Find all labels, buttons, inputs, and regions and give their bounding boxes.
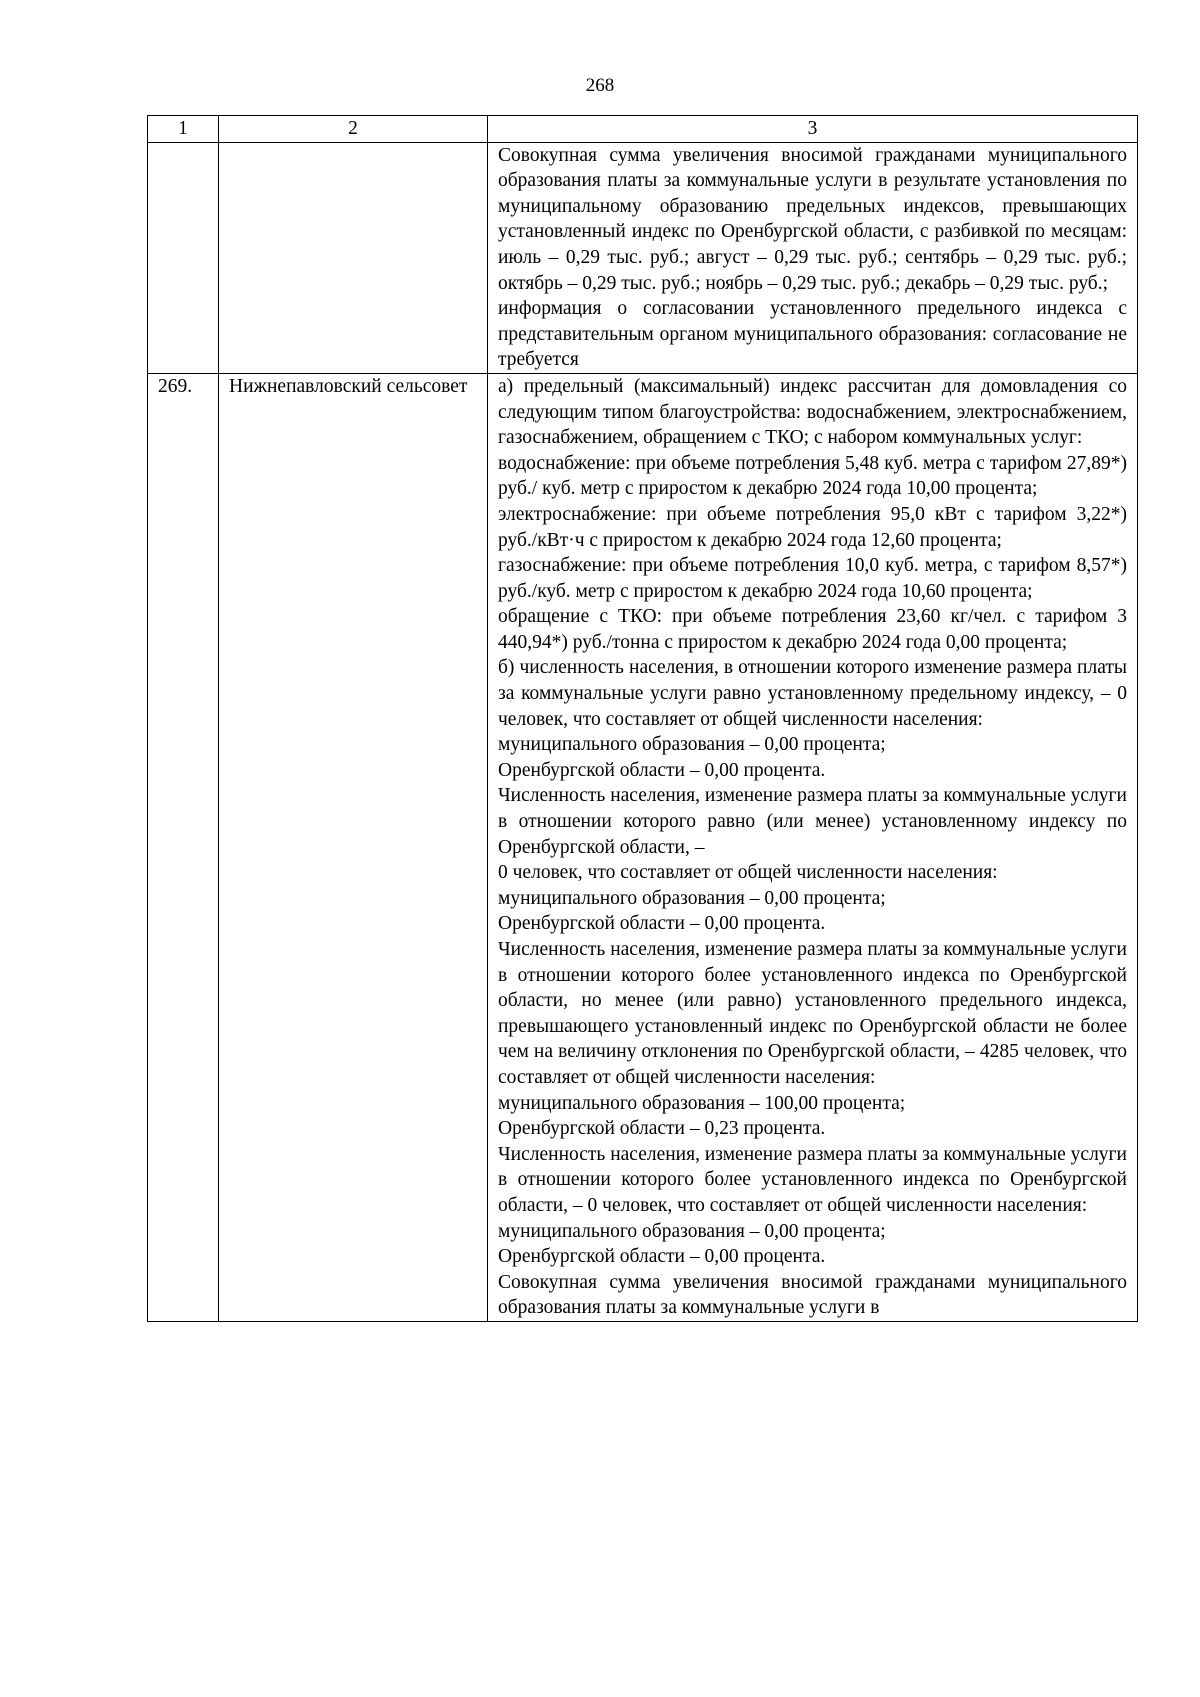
continuation-cell [488,142,1138,373]
paragraph: Оренбургской области – 0,23 процента. [498,1118,826,1140]
paragraph: муниципального образования – 0,00 процента; [498,734,886,756]
header-row [148,116,1138,143]
table-row [148,373,1138,1321]
paragraph: газоснабжение: при объеме потребления 10,0 куб. метра, с тарифом 8,57*) руб./куб. метр с приростом к декабрю 2024 года 10,60 процента; [498,555,1127,602]
paragraph: обращение с ТКО: при объеме потребления 23,60 кг/чел. с тарифом 3 440,94*) руб./тонна с приростом к декабрю 2024 года 0,00 процента; [498,606,1127,653]
page-number: 268 [585,75,615,96]
paragraph: муниципального образования – 100,00 процента; [498,1092,906,1114]
paragraph: Оренбургской области – 0,00 процента. [498,913,826,935]
column-header-3: 3 [488,116,1138,143]
paragraph: Совокупная сумма увеличения вносимой гражданами муниципального образования платы за коммунальные услуги в [498,1271,1127,1319]
paragraph: Численность населения, изменение размера платы за коммунальные услуги в отношении которого более установленного индекса по Оренбургской области, – 0 человек, что составляет от общей численности населения: [498,1143,1127,1216]
paragraph: Численность населения, изменение размера платы за коммунальные услуги в отношении которого более установленного индекса по Оренбургской области, но менее (или равно) установленного предельного индекса, превышающего установленный индекс по Оренбургской области не более чем на величину отклонения по Оренбургской области, – 4285 человек, что составляет от общей численности населения: [498,939,1127,1088]
continuation-row [148,142,1138,373]
paragraph: информация о согласовании установленного предельного индекса с представительным органом муниципального образования: согласование не требуется [498,298,1127,371]
description-cell [488,373,1138,1321]
row-number: 269. [148,373,219,1321]
paragraph: Оренбургской области – 0,00 процента. [498,759,826,781]
data-table [147,115,1138,1322]
paragraph: а) предельный (максимальный) индекс рассчитан для домовладения со следующим типом благоустройства: водоснабжением, электроснабжением, газоснабжением, обращением с ТКО; с набором коммунальных услуг: [498,375,1127,449]
paragraph: 0 человек, что составляет от общей численности населения: [498,862,998,884]
paragraph: Численность населения, изменение размера платы за коммунальные услуги в отношении которого равно (или менее) установленному индексу по Оренбургской области, – [498,785,1127,858]
paragraph: Оренбургской области – 0,00 процента. [498,1246,826,1268]
paragraph: муниципального образования – 0,00 процента; [498,887,886,909]
paragraph: б) численность населения, в отношении которого изменение размера платы за коммунальные услуги равно установленному предельному индексу, – 0 человек, что составляет от общей численности населения: [498,657,1127,730]
column-header-2: 2 [219,116,488,143]
column-header-1: 1 [148,116,219,143]
empty-number-cell [148,142,219,373]
empty-name-cell [219,142,488,373]
paragraph: электроснабжение: при объеме потребления 95,0 кВт с тарифом 3,22*) руб./кВт·ч с приростом к декабрю 2024 года 12,60 процента; [498,503,1127,551]
paragraph: Совокупная сумма увеличения вносимой гражданами муниципального образования платы за коммунальные услуги в результате установления по муниципальному образованию предельных индексов, превышающих установленный индекс по Оренбургской области, с разбивкой по месяцам: июль – 0,29 тыс. руб.; август – 0,29 тыс. руб.; сентябрь – 0,29 тыс. руб.; октябрь – 0,29 тыс. руб.; ноябрь – 0,29 тыс. руб.; декабрь – 0,29 тыс. руб.; [498,144,1127,294]
municipality-name: Нижнепавловский сельсовет [219,373,488,1321]
paragraph: муниципального образования – 0,00 процента; [498,1220,886,1242]
paragraph: водоснабжение: при объеме потребления 5,48 куб. метра с тарифом 27,89*) руб./ куб. метр с приростом к декабрю 2024 года 10,00 процента; [498,452,1127,500]
